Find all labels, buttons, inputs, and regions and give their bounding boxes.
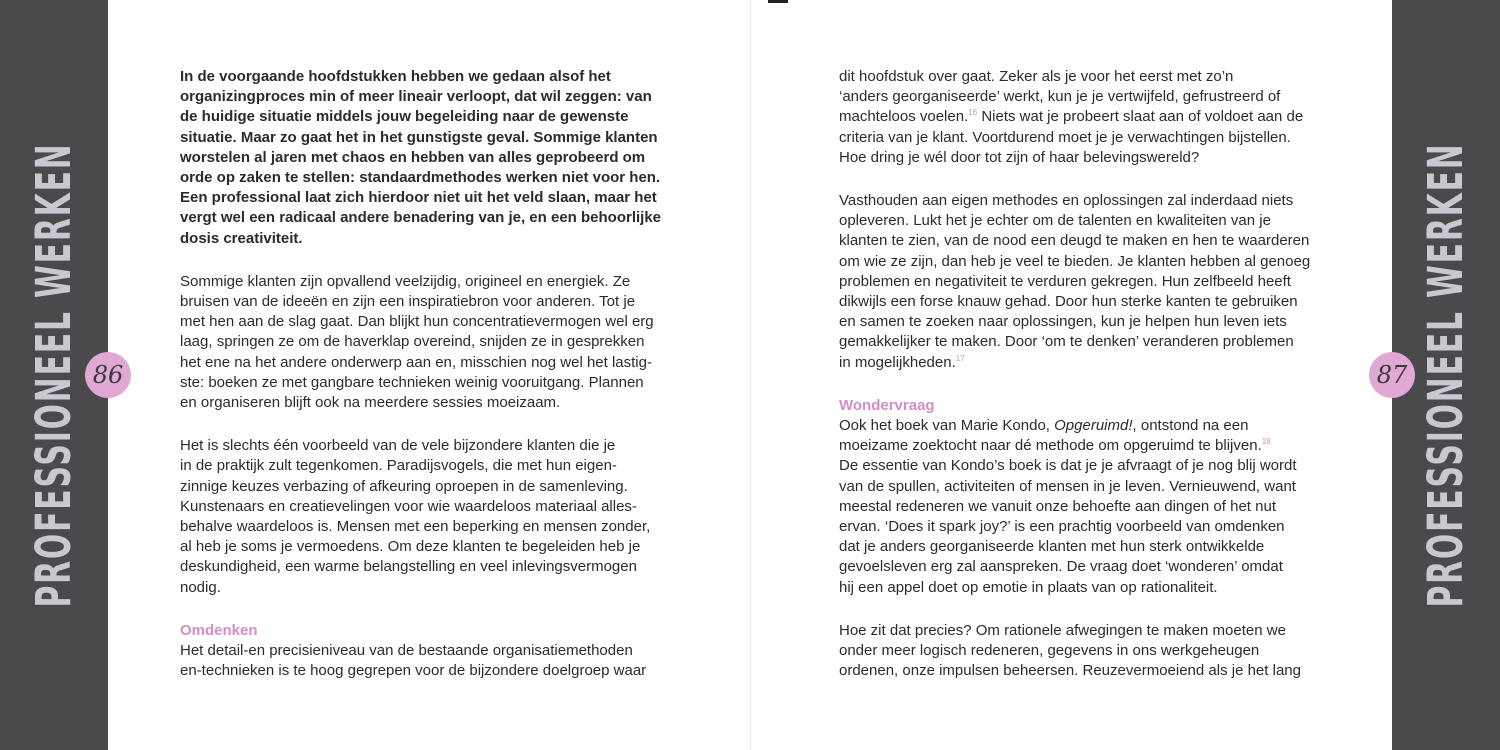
body-text: Ook het boek van Marie Kondo, <box>839 417 1055 435</box>
book-title: Opgeruimd! <box>1054 417 1133 435</box>
body-text: Niets wat je probeert slaat aan of voldoet aan de criteria van je klant. Voortdurend moet je je verwachtingen bijstellen. Hoe dring je wél door tot zijn of haar belevingswereld? <box>839 108 1304 166</box>
intro-paragraph: In de voorgaande hoofdstukken hebben we gedaan alsof het organizingproces min of meer lineair verloopt, dat wil zeggen: van de huidige situatie middels jouw begeleiding naar de gewenste situatie. Maar zo gaat het in het gunstigste geval. Sommige klanten worstelen al jaren met chaos en hebben van alles geprobeerd om orde op zaken te stellen: standaardmethodes werken niet voor hen. Een professional laat zich hierdoor niet uit het veld slaan, maar het vergt wel een radicaal andere benadering van je, en een behoorlijke dosis creativiteit. <box>180 68 662 247</box>
section-heading: Wondervraag <box>839 396 935 414</box>
section-heading: Omdenken <box>180 621 258 639</box>
right-page-column <box>839 67 1319 681</box>
page-number-right: 87 <box>1369 352 1415 398</box>
body-text: Vasthouden aan eigen methodes en oplossingen zal inderdaad niets opleveren. Lukt het je echter om de talenten en kwaliteiten van je klanten te zien, van de nood een deugd te maken en hen te waarderen om wie ze zijn, dan heb je veel te bieden. Je klanten hebben al genoeg problemen en negativiteit te verduren gekregen. Hun zelfbeeld heeft dikwijls een forse knauw gehad. Door hun sterke kanten te gebruiken en samen te zoeken naar oplossingen, kun je helpen hun leven iets gemakkelijker te maken. Door ‘om te denken’ veranderen problemen in mogelijkheden. <box>839 192 1311 371</box>
body-text: De essentie van Kondo’s boek is dat je je afvraagt of je nog blij wordt van de spullen, activiteiten of mensen in je leven. Vernieuwend, want meestal redeneren we vanuit onze behoefte aan dingen of het nut ervan. ‘Does it spark joy?’ is een prachtig voorbeeld van omdenken dat je anders georganiseerde klanten met hun sterk ontwikkelde gevoelsleven erg zal aanspreken. De vraag doet ‘wonderen’ omdat hij een appel doet op emotie in plaats van op rationaliteit. <box>839 457 1297 596</box>
crop-mark <box>768 0 788 3</box>
body-paragraph <box>839 67 1319 168</box>
left-page-column <box>180 67 666 681</box>
body-text: dit hoofdstuk over gaat. Zeker als je voor het eerst met zo’n ‘anders georganiseerde’ werkt, kun je je vertwijfeld, gefrustreerd of machteloos voelen. <box>839 68 1281 126</box>
body-paragraph: Het is slechts één voorbeeld van de vele bijzondere klanten die je in de praktijk zult tegenkomen. Paradijsvogels, die met hun eigen- zinnige keuzes verbazing of afkeuring oproepen in de samenleving. Kunstenaars en creatievelingen voor wie waardeloos materiaal alles- behalve waardeloos is. Mensen met een beperking en mensen zonder, al heb je soms je vermoedens. Om deze klanten te begeleiden heb je deskundigheid, een warme belangstelling en veel inlevingsvermogen nodig. <box>180 437 651 596</box>
running-title-left: PROFESSIONEEL WERKEN <box>26 142 82 608</box>
body-paragraph: Sommige klanten zijn opvallend veelzijdig, origineel en energiek. Ze bruisen van de ideeën en zijn een inspiratiebron voor anderen. Tot je met hen aan de slag gaat. Dan blijkt hun concentratievermogen wel erg laag, springen ze om de haverklap overeind, snijden ze in gesprekken het ene na het andere onderwerp aan en, misschien nog wel het lastig- ste: boeken ze met gangbare technieken weinig vooruitgang. Plannen en organiseren blijft ook na meerdere sessies moeizaam. <box>180 272 654 412</box>
body-text: , ontstond na een moeizame zoektocht naar dé methode om opgeruimd te blijven. <box>839 417 1262 455</box>
body-paragraph: Het detail-en precisieniveau van de bestaande organisatiemethoden en-technieken is te hoog gegrepen voor de bijzondere doelgroep waar <box>180 642 647 680</box>
body-paragraph: Hoe zit dat precies? Om rationele afwegingen te maken moeten we onder meer logisch redeneren, gegevens in ons werkgeheugen ordenen, onze impulsen beheersen. Reuzevermoeiend als je het lang <box>839 621 1301 680</box>
section-omdenken <box>180 621 666 682</box>
footnote-marker: 16 <box>968 108 978 118</box>
running-title-right: PROFESSIONEEL WERKEN <box>1418 142 1474 608</box>
body-paragraph <box>839 191 1319 373</box>
footnote-marker: 17 <box>955 353 965 363</box>
footnote-marker: 18 <box>1261 437 1271 447</box>
section-wondervraag <box>839 396 1319 598</box>
page-number-left: 86 <box>85 352 131 398</box>
page-gutter <box>750 0 751 750</box>
